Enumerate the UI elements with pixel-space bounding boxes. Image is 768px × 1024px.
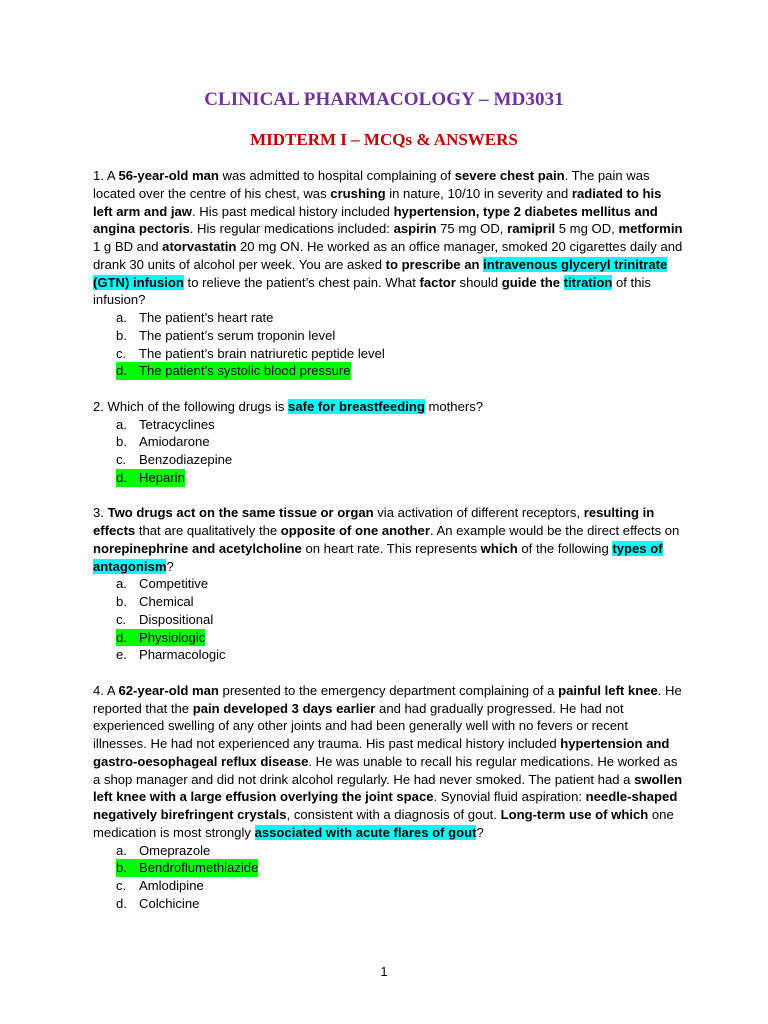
keyword-highlight: titration	[563, 274, 613, 290]
question-1	[93, 167, 683, 380]
answer-option: c. Dispositional	[116, 611, 214, 627]
keyword-highlight: safe for breastfeeding	[288, 398, 425, 414]
question-4	[93, 682, 683, 913]
correct-answer-option: d. Heparin	[116, 469, 185, 485]
questions-body	[93, 167, 683, 913]
answer-option: b. Chemical	[116, 594, 194, 609]
correct-answer-option: b. Bendroflumethiazide	[116, 860, 259, 876]
answer-option: a. Omeprazole	[116, 842, 211, 858]
answer-option: b. The patient’s serum troponin level	[116, 327, 336, 343]
answer-option: c. The patient’s brain natriuretic peptide level	[116, 345, 385, 361]
document-title: CLINICAL PHARMACOLOGY – MD3031	[204, 89, 564, 110]
answer-option: a. The patient’s heart rate	[116, 310, 274, 325]
question-3-options	[93, 575, 683, 664]
correct-answer-option: d. The patient’s systolic blood pressure	[116, 363, 351, 379]
page-number: 1	[380, 964, 388, 979]
question-1-options	[93, 309, 683, 380]
answer-option: c. Amlodipine	[116, 878, 204, 893]
keyword-highlight: types of antagonism	[93, 540, 663, 574]
answer-option: a. Tetracyclines	[116, 416, 215, 432]
answer-option: b. Amiodarone	[116, 434, 210, 450]
question-3	[93, 504, 683, 664]
question-2	[93, 398, 683, 487]
answer-option: a. Competitive	[116, 576, 209, 592]
question-4-options	[93, 842, 683, 913]
question-2-stem: 2. Which of the following drugs is safe for breastfeeding mothers?	[93, 398, 484, 414]
answer-option: c. Benzodiazepine	[116, 452, 233, 467]
keyword-highlight: intravenous glyceryl trinitrate (GTN) infusion	[93, 256, 668, 290]
question-3-stem: 3. Two drugs act on the same tissue or organ via activation of different receptors, resulting in effects that are qualitatively the opposite of one another. An example would be the direct effects on norepinephrine and acetylcholine on heart rate. This represents which of the following types of antagonism?	[93, 505, 680, 574]
keyword-highlight: associated with acute flares of gout	[254, 824, 477, 840]
question-1-stem: 1. A 56-year-old man was admitted to hospital complaining of severe chest pain. The pain was located over the centre of his chest, was crushing in nature, 10/10 in severity and radiated to his left arm and jaw. His past medical history included hypertension, type 2 diabetes mellitus and angina pectoris. His regular medications included: aspirin 75 mg OD, ramipril 5 mg OD, metformin 1 g BD and atorvastatin 20 mg ON. He worked as an office manager, smoked 20 cigarettes daily and drank 30 units of alcohol per week. You are asked to prescribe an intravenous glyceryl trinitrate (GTN) infusion to relieve the patient’s chest pain. What factor should guide the titration of this infusion?	[93, 168, 683, 308]
document-subtitle: MIDTERM I – MCQs & ANSWERS	[250, 130, 518, 149]
answer-option: e. Pharmacologic	[116, 647, 226, 663]
answer-option: d. Colchicine	[116, 895, 200, 911]
correct-answer-option: d. Physiologic	[116, 629, 206, 645]
question-2-options	[93, 416, 683, 487]
question-4-stem: 4. A 62-year-old man presented to the emergency department complaining of a painful left knee. He reported that the pain developed 3 days earlier and had gradually progressed. He had not experienced swelling of any other joints and had been generally well with no fevers or recent illnesses. He had not experienced any trauma. His past medical history included hypertension and gastro-oesophageal reflux disease. He was unable to recall his regular medications. He worked as a shop manager and did not drink alcohol regularly. He had never smoked. The patient had a swollen left knee with a large effusion overlying the joint space. Synovial fluid aspiration: needle-shaped negatively birefringent crystals, consistent with a diagnosis of gout. Long-term use of which one medication is most strongly associated with acute flares of gout?	[93, 682, 683, 840]
